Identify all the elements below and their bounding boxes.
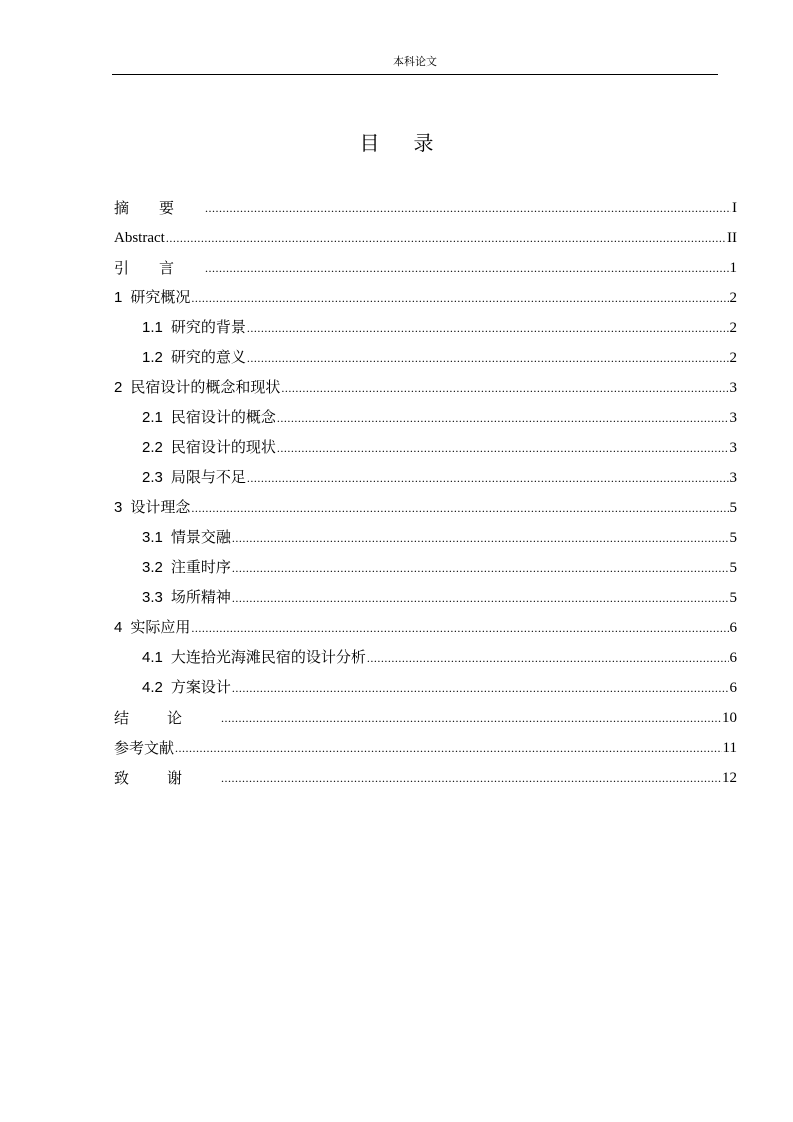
toc-subentry[interactable] [114,463,737,493]
toc-entry-title [142,552,231,583]
toc-entry-label: 致谢 [114,769,221,787]
toc-entry-number: 1 [114,289,123,306]
toc-entry-label: 引言 [114,259,205,277]
toc-page-number: 5 [729,530,737,546]
toc-entry-title [142,402,276,433]
toc-entry-label: 结论 [114,709,221,727]
toc-entry-label: 方案设计 [170,678,231,696]
toc-page-number: 2 [729,320,737,336]
toc-entry-number: 2.2 [142,439,163,456]
toc-entry[interactable] [114,373,737,403]
toc-dot-leader [277,433,729,463]
toc-entry[interactable] [114,283,737,313]
toc-subentry[interactable] [114,673,737,703]
toc-entry[interactable] [114,613,737,643]
toc-page-number: 2 [729,290,737,306]
toc-page-number: 5 [729,560,737,576]
toc-entry-number: 1.2 [142,349,163,366]
toc-entry-number: 2.3 [142,469,163,486]
toc-page-number: 3 [729,470,737,486]
toc-entry-label: 局限与不足 [170,468,246,486]
toc-entry-title [142,312,246,343]
toc-entry-label: 研究的背景 [170,318,246,336]
toc-entry-title [114,703,220,733]
toc-dot-leader [281,373,728,403]
toc-dot-leader [221,763,721,793]
toc-dot-leader [166,223,726,253]
toc-subentry[interactable] [114,583,737,613]
toc-entry-title [142,462,246,493]
toc-entry-title [114,193,204,223]
toc-entry[interactable] [114,223,737,253]
toc-entry-number: 3.3 [142,589,163,606]
toc-entry-label: 设计理念 [130,498,191,516]
toc-subentry[interactable] [114,523,737,553]
toc-page-number: 6 [729,650,737,666]
toc-page-number: 3 [729,440,737,456]
toc-dot-leader [232,673,729,703]
toc-page-number: I [732,200,737,216]
toc-dot-leader [232,583,729,613]
toc-subentry[interactable] [114,403,737,433]
toc-entry[interactable] [114,763,737,793]
toc-entry[interactable] [114,733,737,763]
toc-dot-leader [367,643,729,673]
toc-dot-leader [191,493,728,523]
page-title: 目录 [359,131,468,155]
toc-entry-label: Abstract [114,230,165,246]
toc-dot-leader [191,283,728,313]
toc-dot-leader [247,313,729,343]
toc-page-number: 6 [729,620,737,636]
toc-dot-leader [277,403,729,433]
toc-entry-number: 3.2 [142,559,163,576]
toc-dot-leader [175,733,722,763]
toc-dot-leader [232,553,729,583]
toc-dot-leader [247,343,729,373]
toc-entry-title [114,282,190,313]
toc-entry-title [142,342,246,373]
toc-entry-label: 民宿设计的现状 [170,438,276,456]
toc-page-number: 3 [729,410,737,426]
toc-entry-number: 2 [114,379,123,396]
toc-entry-number: 4 [114,619,123,636]
toc-entry-title [114,372,280,403]
toc-entry-title [142,522,231,553]
toc-entry-title [142,672,231,703]
toc-entry-number: 2.1 [142,409,163,426]
toc-entry-title [114,763,220,793]
toc-page-number: 5 [729,590,737,606]
toc-page-number: 1 [729,260,737,276]
toc-entry-label: 注重时序 [170,558,231,576]
toc-entry-title [142,642,366,673]
toc-dot-leader [205,253,728,283]
toc-entry-label: 民宿设计的概念和现状 [130,378,281,396]
toc-subentry[interactable] [114,343,737,373]
toc-entry-label: 研究概况 [130,288,191,306]
toc-entry-title [114,492,190,523]
toc-entry-title [114,612,190,643]
toc-entry[interactable] [114,703,737,733]
toc-page-number: 2 [729,350,737,366]
toc-entry-number: 3.1 [142,529,163,546]
toc-entry-number: 4.2 [142,679,163,696]
table-of-contents [114,193,737,793]
toc-entry-title [142,432,276,463]
toc-dot-leader [221,703,721,733]
toc-dot-leader [191,613,728,643]
toc-page-number: 5 [729,500,737,516]
toc-entry-number: 1.1 [142,319,163,336]
toc-entry[interactable] [114,493,737,523]
toc-subentry[interactable] [114,313,737,343]
toc-dot-leader [247,463,729,493]
toc-subentry[interactable] [114,553,737,583]
toc-entry[interactable] [114,193,737,223]
toc-entry-label: 实际应用 [130,618,191,636]
toc-dot-leader [205,193,731,223]
toc-entry-label: 摘要 [114,199,205,217]
toc-entry-title [114,223,165,253]
toc-entry-label: 场所精神 [170,588,231,606]
running-header [112,54,718,75]
toc-entry[interactable] [114,253,737,283]
toc-entry-label: 情景交融 [170,528,231,546]
toc-page-number: 10 [722,710,737,726]
toc-entry-title [142,582,231,613]
toc-entry-title [114,253,204,283]
toc-entry-label: 研究的意义 [170,348,246,366]
toc-page-number: 12 [722,770,737,786]
toc-page-number: II [727,230,737,246]
toc-page-number: 3 [729,380,737,396]
toc-subentry[interactable] [114,643,737,673]
toc-entry-label: 大连拾光海滩民宿的设计分析 [170,648,366,666]
toc-entry-number: 4.1 [142,649,163,666]
toc-subentry[interactable] [114,433,737,463]
toc-page-number: 11 [722,740,737,756]
toc-entry-label: 参考文献 [114,739,175,757]
toc-entry-label: 民宿设计的概念 [170,408,276,426]
toc-page-number: 6 [729,680,737,696]
toc-entry-number: 3 [114,499,123,516]
running-header-title: 本科论文 [393,55,437,68]
toc-dot-leader [232,523,729,553]
toc-entry-title [114,733,174,763]
